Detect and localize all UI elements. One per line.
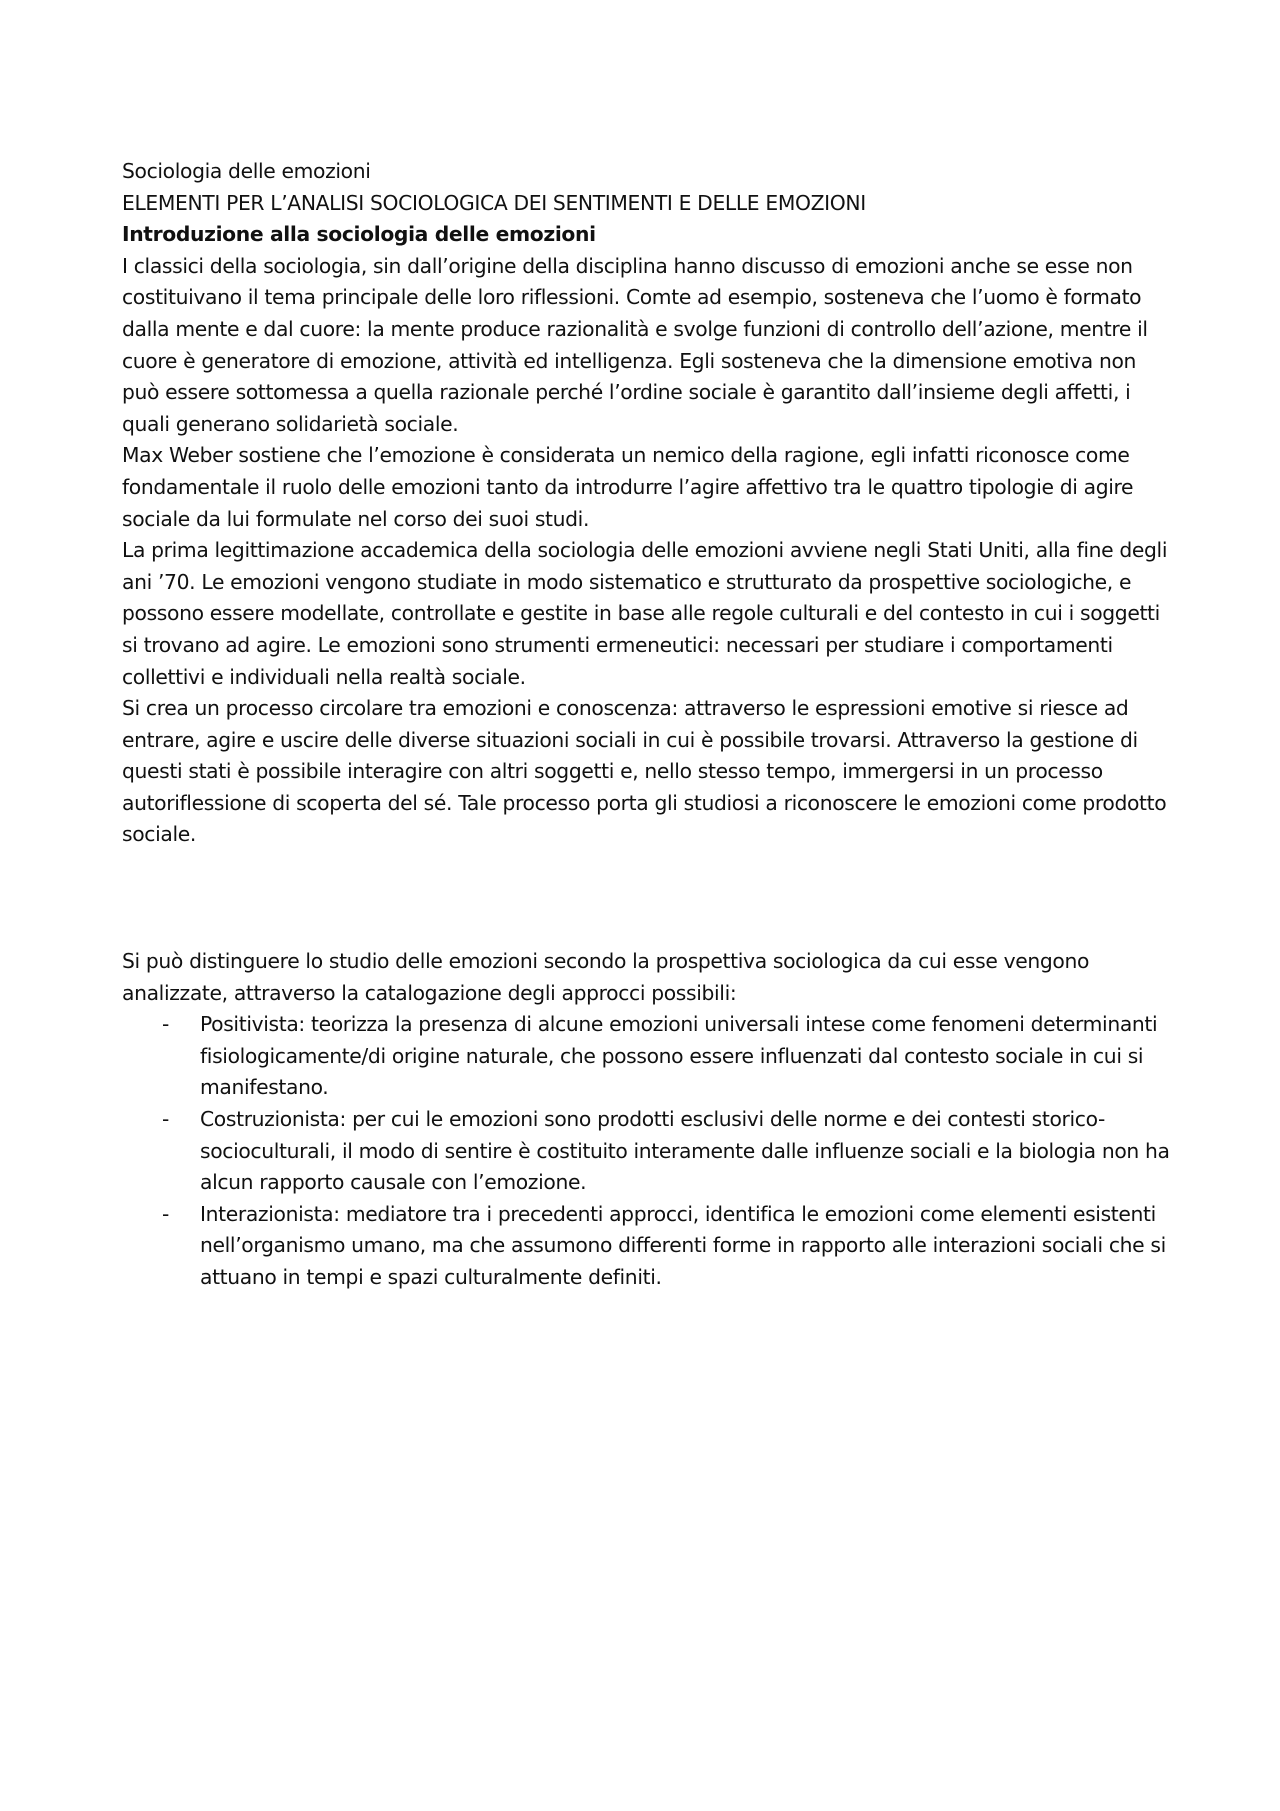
list-item-positivista: [122, 1009, 1172, 1104]
document-body: [122, 156, 1172, 1294]
list-intro: Si può distinguere lo studio delle emozioni secondo la prospettiva sociologica da cui esse vengono analizzate, attraverso la catalogazione degli approcci possibili:: [122, 949, 1090, 1005]
paragraph-weber: Max Weber sostiene che l’emozione è considerata un nemico della ragione, egli infatti riconosce come fondamentale il ruolo delle emozioni tanto da introdurre l’agire affettivo tra le quattro tipologie di agire sociale da lui formulate nel corso dei suoi studi.: [122, 443, 1134, 531]
bullet-dash: -: [162, 1201, 169, 1226]
bullet-dash: -: [162, 1012, 169, 1037]
list-item-text: Positivista: teorizza la presenza di alcune emozioni universali intese come fenomeni determinanti fisiologicamente/di origine naturale, che possono essere influenzati dal contesto sociale in cui si manifestano.: [200, 1012, 1158, 1100]
blank-space: [122, 851, 1172, 946]
paragraph-circular-process: Si crea un processo circolare tra emozioni e conoscenza: attraverso le espressioni emotive si riesce ad entrare, agire e uscire delle diverse situazioni sociali in cui è possibile trovarsi. Attraverso la gestione di questi stati è possibile interagire con altri soggetti e, nello stesso tempo, immergersi in un processo autoriflessione di scoperta del sé. Tale processo porta gli studiosi a riconoscere le emozioni come prodotto sociale.: [122, 696, 1167, 847]
list-item-costruzionista: [122, 1104, 1172, 1199]
section-heading: Introduzione alla sociologia delle emozioni: [122, 222, 596, 247]
document-title: Sociologia delle emozioni: [122, 159, 371, 183]
bullet-dash: -: [162, 1107, 169, 1132]
list-item-text: Costruzionista: per cui le emozioni sono prodotti esclusivi delle norme e dei contesti storico-socioculturali, il modo di sentire è costituito interamente dalle influenze sociali e la biologia non ha alcun rapporto causale con l’emozione.: [200, 1107, 1170, 1195]
document-subtitle: ELEMENTI PER L’ANALISI SOCIOLOGICA DEI SENTIMENTI E DELLE EMOZIONI: [122, 190, 866, 215]
list-item-text: Interazionista: mediatore tra i precedenti approcci, identifica le emozioni come elementi esistenti nell’organismo umano, ma che assumono differenti forme in rapporto alle interazioni sociali che si attuano in tempi e spazi culturalmente definiti.: [200, 1201, 1166, 1289]
approaches-list: [122, 1009, 1172, 1293]
list-item-interazionista: [122, 1199, 1172, 1294]
paragraph-legitimation: La prima legittimazione accademica della sociologia delle emozioni avviene negli Stati Uniti, alla fine degli ani ’70. Le emozioni vengono studiate in modo sistematico e strutturato da prospettive sociologiche, e possono essere modellate, controllate e gestite in base alle regole culturali e del contesto in cui i soggetti si trovano ad agire. Le emozioni sono strumenti ermeneutici: necessari per studiare i comportamenti collettivi e individuali nella realtà sociale.: [122, 538, 1168, 689]
paragraph-comte: I classici della sociologia, sin dall’origine della disciplina hanno discusso di emozioni anche se esse non costituivano il tema principale delle loro riflessioni. Comte ad esempio, sosteneva che l’uomo è formato dalla mente e dal cuore: la mente produce razionalità e svolge funzioni di controllo dell’azione, mentre il cuore è generatore di emozione, attività ed intelligenza. Egli sosteneva che la dimensione emotiva non può essere sottomessa a quella razionale perché l’ordine sociale è garantito dall’insieme degli affetti, i quali generano solidarietà sociale.: [122, 253, 1148, 436]
